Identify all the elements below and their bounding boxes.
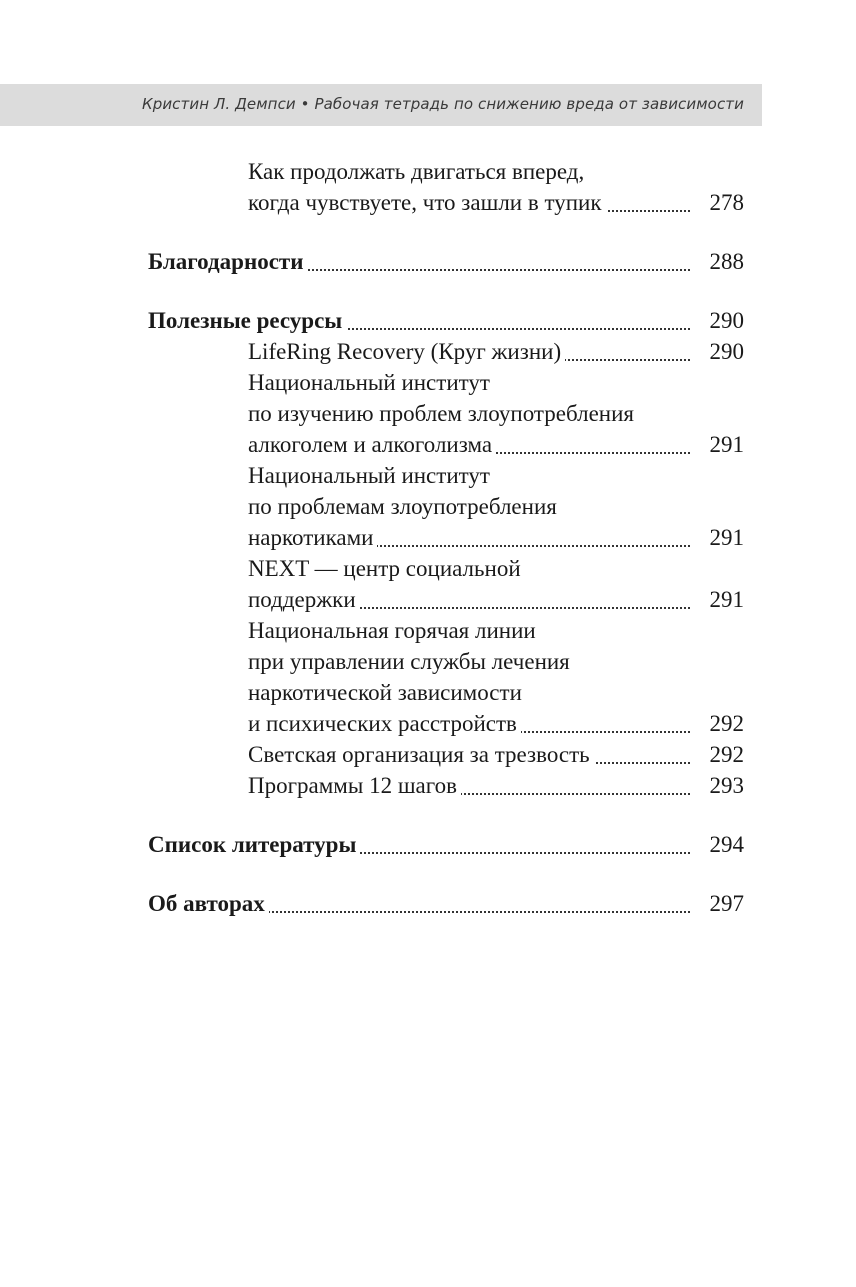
toc-entry-text: наркотиками bbox=[248, 525, 377, 550]
toc-entry-moving-forward[interactable] bbox=[148, 187, 744, 218]
toc-entry-text: Благодарности bbox=[148, 249, 307, 274]
toc-entry-text: когда чувствуете, что зашли в тупик bbox=[248, 190, 606, 215]
toc-entry-sos[interactable] bbox=[148, 739, 744, 770]
table-of-contents bbox=[148, 156, 744, 919]
toc-entry-text: Как продолжать двигаться вперед, bbox=[248, 159, 588, 184]
toc-entry-text: и психических расстройств bbox=[248, 711, 521, 736]
toc-page-number: 291 bbox=[704, 429, 745, 460]
toc-entry-line bbox=[148, 367, 744, 398]
toc-entry-line bbox=[148, 398, 744, 429]
toc-page-number: 288 bbox=[704, 246, 745, 277]
toc-entry-line bbox=[148, 615, 744, 646]
toc-entry-text: Полезные ресурсы bbox=[148, 308, 346, 333]
toc-page-number: 297 bbox=[704, 888, 745, 919]
toc-entry-text: по изучению проблем злоупотребления bbox=[248, 401, 638, 426]
toc-entry-bibliography[interactable] bbox=[148, 829, 744, 860]
toc-entry-line bbox=[148, 677, 744, 708]
toc-entry-text: при управлении службы лечения bbox=[248, 649, 574, 674]
toc-page-number: 290 bbox=[704, 336, 745, 367]
toc-entry-text: Светская организация за трезвость bbox=[248, 742, 594, 767]
toc-entry-12-steps[interactable] bbox=[148, 770, 744, 801]
toc-entry-next[interactable] bbox=[148, 584, 744, 615]
toc-page-number: 292 bbox=[704, 739, 745, 770]
toc-page-number: 290 bbox=[704, 305, 745, 336]
toc-entry-resources[interactable] bbox=[148, 305, 744, 336]
toc-entry-text: Программы 12 шагов bbox=[248, 773, 461, 798]
toc-entry-text: LifeRing Recovery (Круг жизни) bbox=[248, 339, 565, 364]
toc-entry-lifering[interactable] bbox=[148, 336, 744, 367]
toc-entry-text: по проблемам злоупотребления bbox=[248, 494, 561, 519]
toc-page-number: 278 bbox=[704, 187, 745, 218]
toc-entry-niaaa[interactable] bbox=[148, 429, 744, 460]
toc-entry-text: Национальный институт bbox=[248, 370, 494, 395]
toc-page-number: 294 bbox=[704, 829, 745, 860]
toc-entry-about-authors[interactable] bbox=[148, 888, 744, 919]
toc-page-number: 292 bbox=[704, 708, 745, 739]
toc-entry-text: наркотической зависимости bbox=[248, 680, 526, 705]
running-header bbox=[0, 84, 762, 126]
toc-entry-text: Список литературы bbox=[148, 832, 360, 857]
toc-entry-text: Национальная горячая линии bbox=[248, 618, 540, 643]
toc-page-number: 291 bbox=[704, 584, 745, 615]
toc-entry-samhsa[interactable] bbox=[148, 708, 744, 739]
toc-entry-line bbox=[148, 553, 744, 584]
toc-entry-text: Национальный институт bbox=[248, 463, 494, 488]
toc-entry-text: Об авторах bbox=[148, 891, 269, 916]
toc-entry-text: поддержки bbox=[248, 587, 360, 612]
toc-entry-line bbox=[148, 491, 744, 522]
toc-entry-line bbox=[148, 646, 744, 677]
toc-entry-line bbox=[148, 460, 744, 491]
toc-page-number: 293 bbox=[704, 770, 745, 801]
toc-entry-text: NEXT — центр социальной bbox=[248, 556, 525, 581]
toc-entry-line bbox=[148, 156, 744, 187]
toc-entry-acknowledgements[interactable] bbox=[148, 246, 744, 277]
running-header-title: Кристин Л. Демпси • Рабочая тетрадь по снижению вреда от зависимости bbox=[141, 95, 744, 113]
toc-entry-nida[interactable] bbox=[148, 522, 744, 553]
toc-entry-text: алкоголем и алкоголизма bbox=[248, 432, 496, 457]
toc-page-number: 291 bbox=[704, 522, 745, 553]
